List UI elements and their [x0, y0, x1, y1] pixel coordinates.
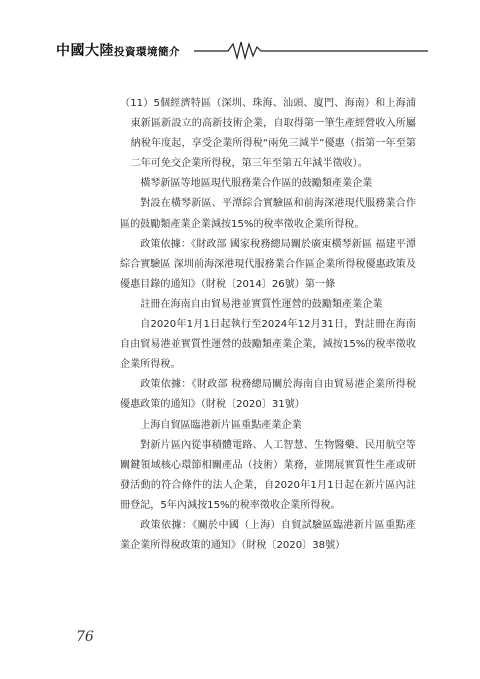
section-heading-lingang: 上海自貿區臨港新片區重點產業企業: [140, 419, 302, 431]
paragraph-lingang: 對新片區內從事積體電路、人工智慧、生物醫藥、民用航空等關鍵領域核心環節相關產品（技術）業務，並開展實質性生產或研發活動的符合條件的法人企業，自2020年1月1日起在新片區內註冊登記，5年內減按15%的稅率徵收企業所得稅。: [120, 439, 416, 511]
paragraph-hainan: 自2020年1月1日起執行至2024年12月31日，對註冊在海南自由貿易港並實質性運營的鼓勵類產業企業，減按15%的稅率徵收企業所得稅。: [120, 319, 416, 371]
policy-basis-lingang: 政策依據：《關於中國（上海）自貿試驗區臨港新片區重點產業企業所得稅政策的通知》（財稅〔2020〕38號）: [120, 519, 416, 552]
paragraph-item-11: （11）5個經濟特區（深圳、珠海、汕頭、廈門、海南）和上海浦東新區新設立的高新技術企業，自取得第一筆生產經營收入所屬納稅年度起，享受企業所得稅“兩免三減半”優惠（指第一年至第二年可免交企業所得稅，第三年至第五年減半徵收）。: [120, 98, 416, 170]
section-heading-hengqin: 橫琴新區等地區現代服務業合作區的鼓勵類產業企業: [140, 178, 373, 190]
page-number: 76: [76, 629, 94, 645]
body-text: [120, 94, 416, 556]
header-title-main: 中國大陸: [56, 43, 114, 59]
policy-basis-hengqin: 政策依據：《財政部 國家稅務總局關於廣東橫琴新區 福建平潭綜合實驗區 深圳前海深港現代服務業合作區企業所得稅優惠政策及優惠目錄的通知》（財稅〔2014〕26號）第一條: [120, 238, 416, 290]
paragraph-hengqin: 對設在橫琴新區、平潭綜合實驗區和前海深港現代服務業合作區的鼓勵類產業企業減按15%的稅率徵收企業所得稅。: [120, 198, 416, 230]
header-title-sub: 投資環境簡介: [114, 46, 180, 58]
running-header: [56, 36, 428, 62]
policy-basis-hainan: 政策依據：《財政部 稅務總局關於海南自由貿易港企業所得稅優惠政策的通知》（財稅〔2020〕31號）: [120, 379, 416, 411]
section-heading-hainan: 註冊在海南自由貿易港並實質性運營的鼓勵類產業企業: [140, 298, 383, 310]
header-title: [56, 40, 180, 60]
